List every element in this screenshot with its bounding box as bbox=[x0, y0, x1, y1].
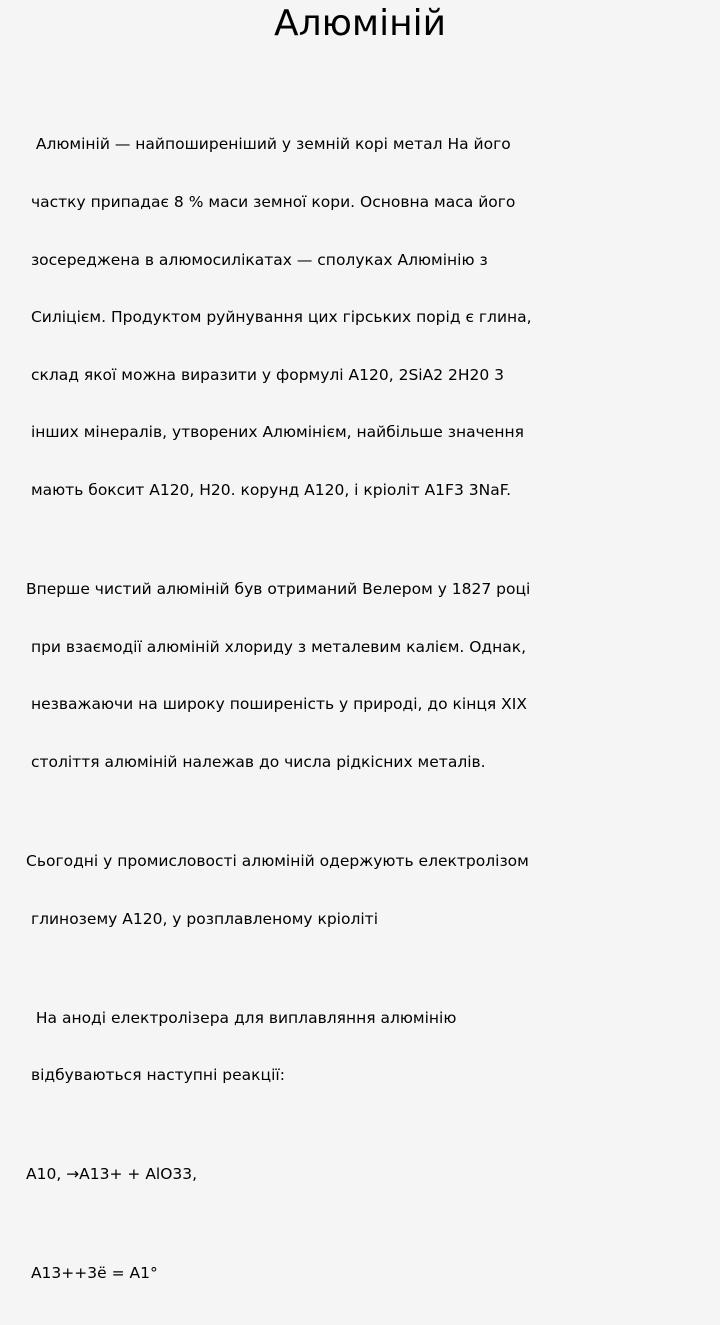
text-line: мають боксит А120, Н20. корунд А120, і кріоліт А1F3 3NaF. bbox=[26, 481, 512, 500]
slide-title: Алюміній bbox=[273, 3, 447, 44]
text-line: глинозему А120, у розплавленому кріоліті bbox=[26, 909, 379, 928]
reaction-line-2 bbox=[26, 1226, 696, 1322]
text-line: незважаючи на широку поширеність у природі, до кінця XIX bbox=[26, 695, 527, 714]
reaction-line-1 bbox=[26, 1127, 696, 1223]
paragraph-industry bbox=[26, 814, 696, 968]
text-line: інших мінералів, утворених Алюмінієм, найбільше значення bbox=[26, 423, 524, 442]
text-line: століття алюміній належав до числа рідкісних металів. bbox=[26, 752, 486, 771]
text-line: Силіцієм. Продуктом руйнування цих гірських порід є глина, bbox=[26, 308, 532, 327]
text-line: зосереджена в алюмосилікатах — сполуках Алюмінію з bbox=[26, 250, 488, 269]
text-line: склад якої можна виразити у формулі А120, 2SіА2 2Н20 3 bbox=[26, 365, 505, 384]
text-line: На аноді електролізера для виплавляння алюмінію bbox=[26, 1008, 457, 1027]
text-line: Вперше чистий алюміній був отриманий Велером у 1827 році bbox=[26, 580, 531, 599]
slide-body bbox=[26, 97, 696, 1325]
text-line: частку припадає 8 % маси земної кори. Основна маса його bbox=[26, 193, 516, 212]
paragraph-aluminium-occurrence bbox=[26, 97, 696, 539]
text-line: А10, →А13+ + АlO33, bbox=[26, 1165, 198, 1184]
text-line: А13++3ё = А1° bbox=[26, 1264, 158, 1283]
paragraph-history bbox=[26, 542, 696, 811]
text-line: Алюміній — найпоширеніший у земній корі метал На його bbox=[26, 135, 511, 154]
text-line: відбуваються наступні реакції: bbox=[26, 1066, 285, 1085]
text-line: Сьогодні у промисловості алюміній одержують електролізом bbox=[26, 851, 529, 870]
text-line: при взаємодії алюміній хлориду з металевим калієм. Однак, bbox=[26, 637, 527, 656]
paragraph-anode-reactions bbox=[26, 970, 696, 1124]
